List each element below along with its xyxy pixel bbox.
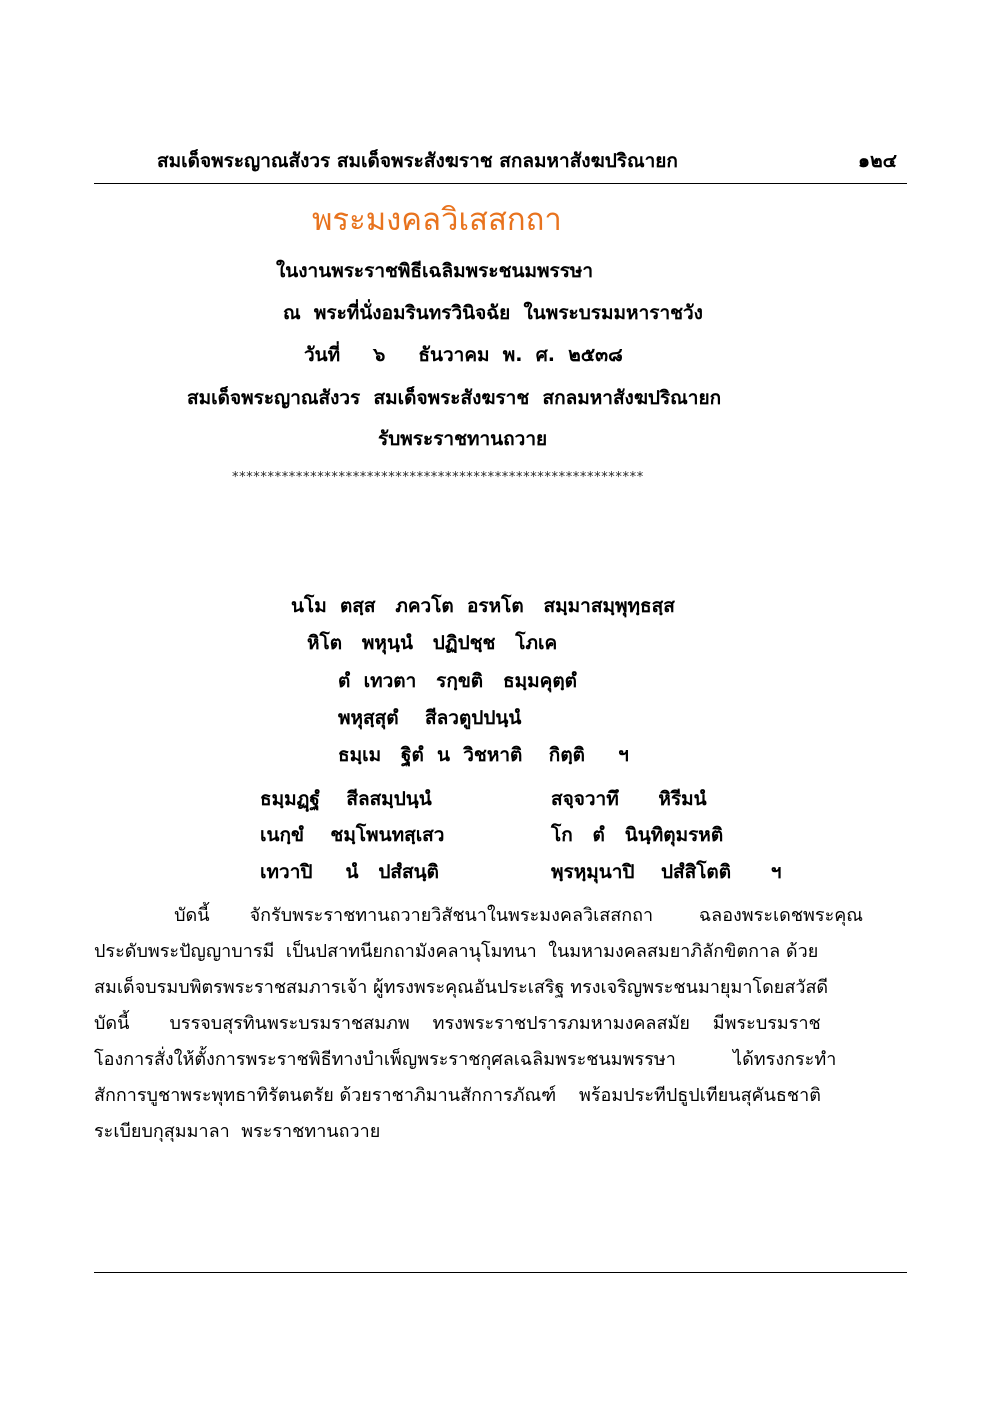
heading-line-venue: ณ พระที่นั่งอมรินทรวินิจฉัย ในพระบรมมหาราชวัง (283, 302, 703, 324)
body-line-5: โองการสั่งให้ตั้งการพระราชพิธีทางบำเพ็ญพระราชกุศลเฉลิมพระชนมพรรษา ได้ทรงกระทำ (94, 1049, 837, 1070)
verse-line-1: นโม ตสฺส ภควโต อรหโต สมฺมาสมฺพุทฺธสฺส (291, 595, 675, 617)
verse-pair-3-right: พฺรหฺมุนาปิ ปสํสิโตติ ฯ (551, 861, 782, 883)
heading-line-received: รับพระราชทานถวาย (378, 428, 548, 450)
heading-line-speaker: สมเด็จพระญาณสังวร สมเด็จพระสังฆราช สกลมหาสังฆปริณายก (187, 387, 722, 409)
body-line-1: บัดนี้ จักรับพระราชทานถวายวิสัชนาในพระมงคลวิเสสกถา ฉลองพระเดชพระคุณ (94, 905, 863, 926)
footer-rule (94, 1272, 907, 1273)
body-line-6: สักการบูชาพระพุทธาทิรัตนตรัย ด้วยราชาภิมานสักการภัณฑ์ พร้อมประทีปธูปเทียนสุคันธชาติ (94, 1085, 821, 1106)
body-line-2: ประดับพระปัญญาบารมี เป็นปสาทนียกถามังคลานุโมทนา ในมหามงคลสมยาภิลักขิตกาล ด้วย (94, 941, 819, 962)
body-line-7: ระเบียบกุสุมมาลา พระราชทานถวาย (94, 1121, 381, 1142)
separator: ********************************************************** (232, 470, 644, 485)
heading-line-ceremony: ในงานพระราชพิธีเฉลิมพระชนมพรรษา (276, 260, 594, 282)
verse-line-3: ตํ เทวตา รกฺขติ ธมฺมคุตฺตํ (338, 670, 578, 692)
verse-pair-2-right: โก ตํ นินฺทิตุมรหติ (551, 824, 724, 846)
verse-pair-2-left: เนกฺขํ ชมฺโพนทสฺเสว (260, 824, 445, 846)
document-title: พระมงคลวิเสสกถา (312, 202, 562, 238)
verse-line-2: หิโต พหุนฺนํ ปฏิปชฺช โภเค (307, 632, 558, 654)
verse-pair-3-left: เทวาปิ นํ ปสํสนฺติ (260, 861, 439, 883)
header-rule (94, 183, 907, 184)
running-header (94, 136, 907, 176)
verse-pair-1-left: ธมฺมฏฺฐํ สีลสมฺปนฺนํ (260, 788, 432, 810)
running-title: สมเด็จพระญาณสังวร สมเด็จพระสังฆราช สกลมหาสังฆปริณายก (157, 150, 678, 172)
heading-line-date: วันที่ ๖ ธันวาคม พ. ศ. ๒๕๓๘ (304, 344, 623, 366)
verse-line-5: ธมฺเม ฐิตํ น วิชหาติ กิตฺติ ฯ (338, 744, 629, 766)
verse-line-4: พหุสฺสุตํ สีลวตูปปนฺนํ (338, 707, 522, 729)
body-line-3: สมเด็จบรมบพิตรพระราชสมภารเจ้า ผู้ทรงพระคุณอันประเสริฐ ทรงเจริญพระชนมายุมาโดยสวัสดี (94, 977, 829, 998)
body-line-4: บัดนี้ บรรจบสุรทินพระบรมราชสมภพ ทรงพระราชปรารภมหามงคลสมัย มีพระบรมราช (94, 1013, 821, 1034)
verse-pair-1-right: สจฺจวาทึ หิรีมนํ (551, 788, 707, 810)
page-number: ๑๒๔ (858, 150, 897, 172)
